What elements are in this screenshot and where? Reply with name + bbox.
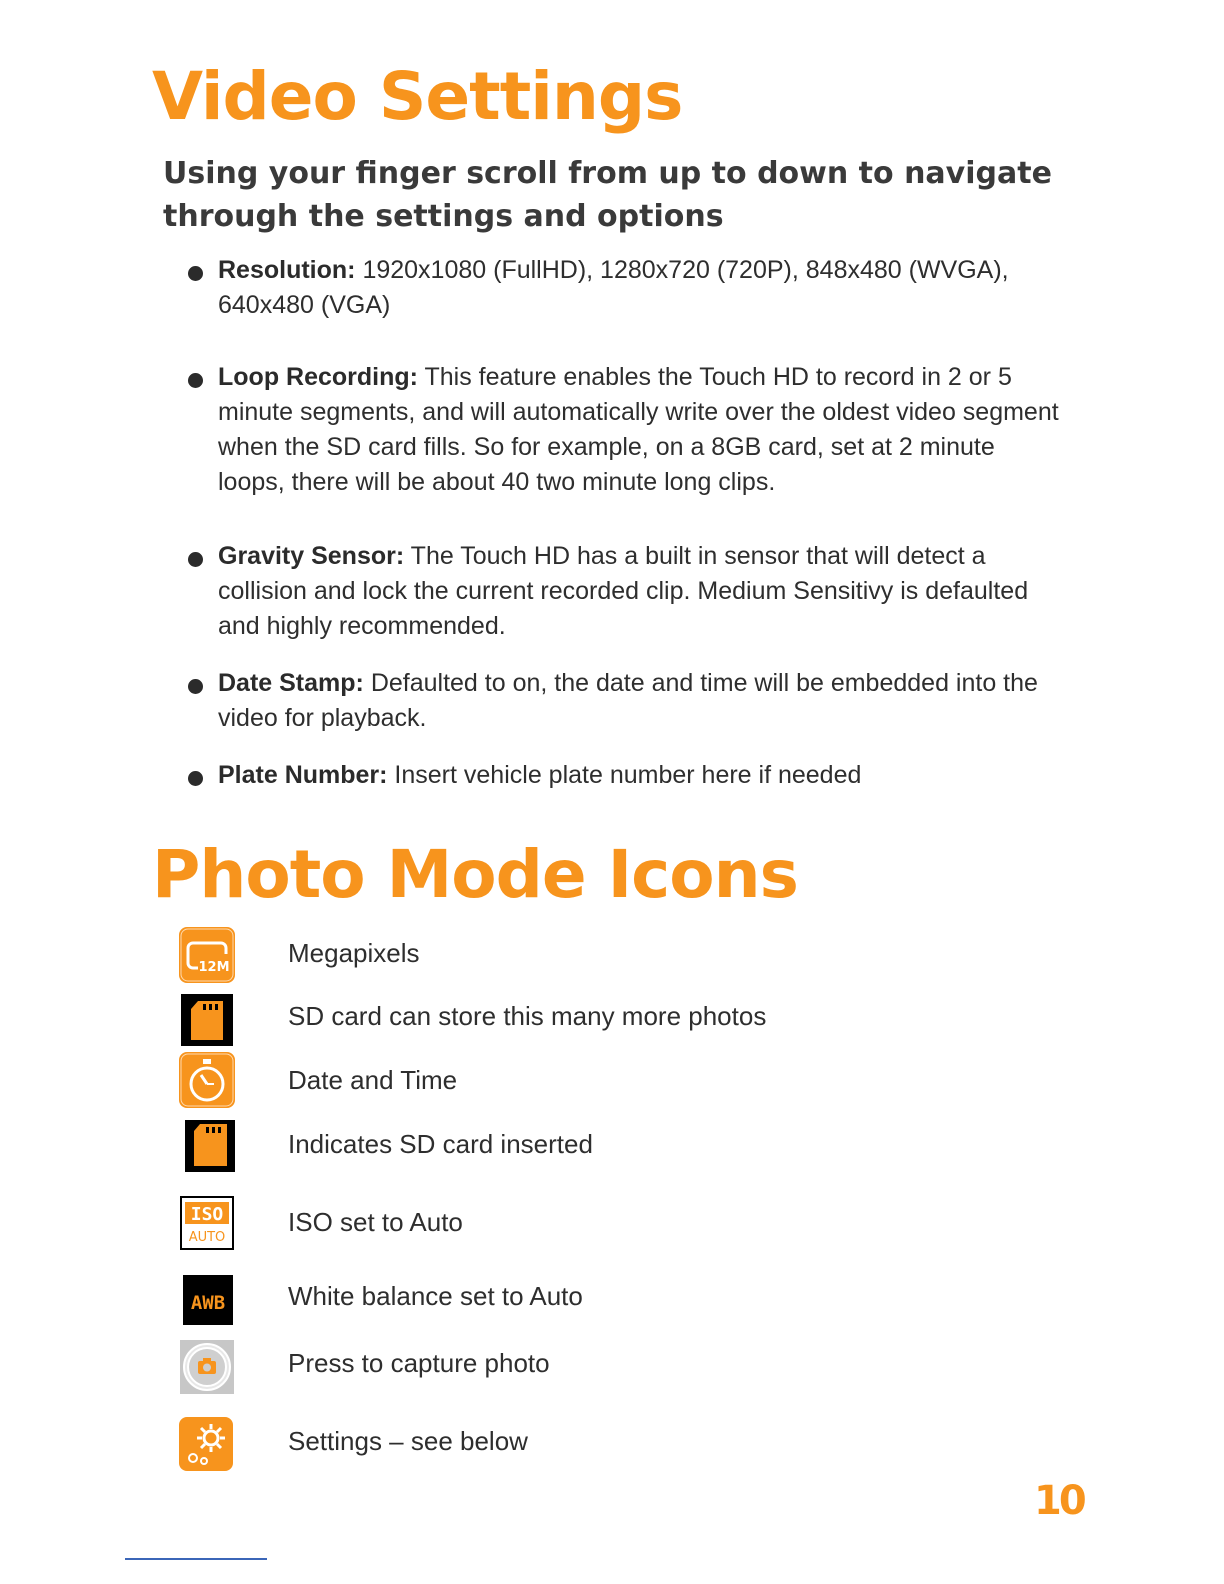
icon-row-sd-capacity xyxy=(178,991,978,1051)
icon-label: Megapixels xyxy=(288,938,420,968)
footer-rule xyxy=(125,1558,267,1560)
iso-auto-icon xyxy=(178,1195,236,1253)
list-item-plate-number xyxy=(188,758,1068,793)
item-term: Loop Recording: xyxy=(218,363,418,391)
bullet-icon xyxy=(188,552,203,567)
item-text: Defaulted to on, the date and time will be embedded into the video for playback. xyxy=(218,669,1038,732)
list-item-resolution xyxy=(188,253,1068,323)
icon-row-sd-inserted xyxy=(178,1117,978,1177)
awb-icon-text: AWB xyxy=(190,1292,226,1314)
list-item-loop-recording xyxy=(188,360,1068,500)
icon-row-megapixels xyxy=(178,926,978,986)
icon-row-iso xyxy=(178,1195,978,1255)
icon-label: ISO set to Auto xyxy=(288,1207,463,1237)
awb-icon xyxy=(178,1271,236,1329)
icon-label: SD card can store this many more photos xyxy=(288,1001,767,1031)
icon-row-settings xyxy=(178,1414,978,1474)
icon-label: Press to capture photo xyxy=(288,1348,550,1378)
item-text: This feature enables the Touch HD to record in 2 or 5 minute segments, and will automatically write over the oldest video segment when the SD card fills. So for example, on a 8GB card, set at 2 minute loops, there will be about 40 two minute long clips. xyxy=(218,363,1059,496)
item-term: Plate Number: xyxy=(218,761,388,789)
page-number: 10 xyxy=(1034,1478,1084,1524)
item-text: Insert vehicle plate number here if needed xyxy=(387,761,862,789)
icon-label: White balance set to Auto xyxy=(288,1281,583,1311)
bullet-icon xyxy=(188,679,203,694)
icon-row-awb xyxy=(178,1271,978,1331)
bullet-icon xyxy=(188,373,203,388)
item-text: The Touch HD has a built in sensor that will detect a collision and lock the current recorded clip. Medium Sensitivy is defaulted and highly recommended. xyxy=(218,542,1029,640)
icon-label: Indicates SD card inserted xyxy=(288,1129,593,1159)
section-subtitle: Using your finger scroll from up to down to navigate through the settings and options xyxy=(163,156,1052,234)
megapixels-icon-text: 12M xyxy=(198,960,230,975)
list-item-date-stamp xyxy=(188,666,1068,736)
camera-capture-icon xyxy=(178,1338,236,1396)
stopwatch-icon xyxy=(178,1051,236,1109)
icon-label: Date and Time xyxy=(288,1065,458,1095)
item-term: Gravity Sensor: xyxy=(218,542,405,570)
sd-card-icon xyxy=(178,1117,236,1175)
icon-row-date-time xyxy=(178,1051,978,1111)
icon-row-capture xyxy=(178,1338,978,1398)
sd-card-count-icon xyxy=(178,991,236,1049)
item-text: 1920x1080 (FullHD), 1280x720 (720P), 848x480 (WVGA), 640x480 (VGA) xyxy=(218,256,1009,319)
item-term: Resolution: xyxy=(218,256,356,284)
bullet-icon xyxy=(188,771,203,786)
list-item-gravity-sensor xyxy=(188,539,1068,644)
item-term: Date Stamp: xyxy=(218,669,364,697)
section-title: Photo Mode Icons xyxy=(152,836,798,913)
megapixels-icon xyxy=(178,926,236,984)
bullet-icon xyxy=(188,266,203,281)
auto-icon-text: AUTO xyxy=(188,1230,226,1245)
gear-icon xyxy=(178,1414,236,1472)
iso-icon-text: ISO xyxy=(190,1204,224,1225)
icon-label: Settings – see below xyxy=(288,1426,528,1456)
page-title: Video Settings xyxy=(152,58,683,135)
